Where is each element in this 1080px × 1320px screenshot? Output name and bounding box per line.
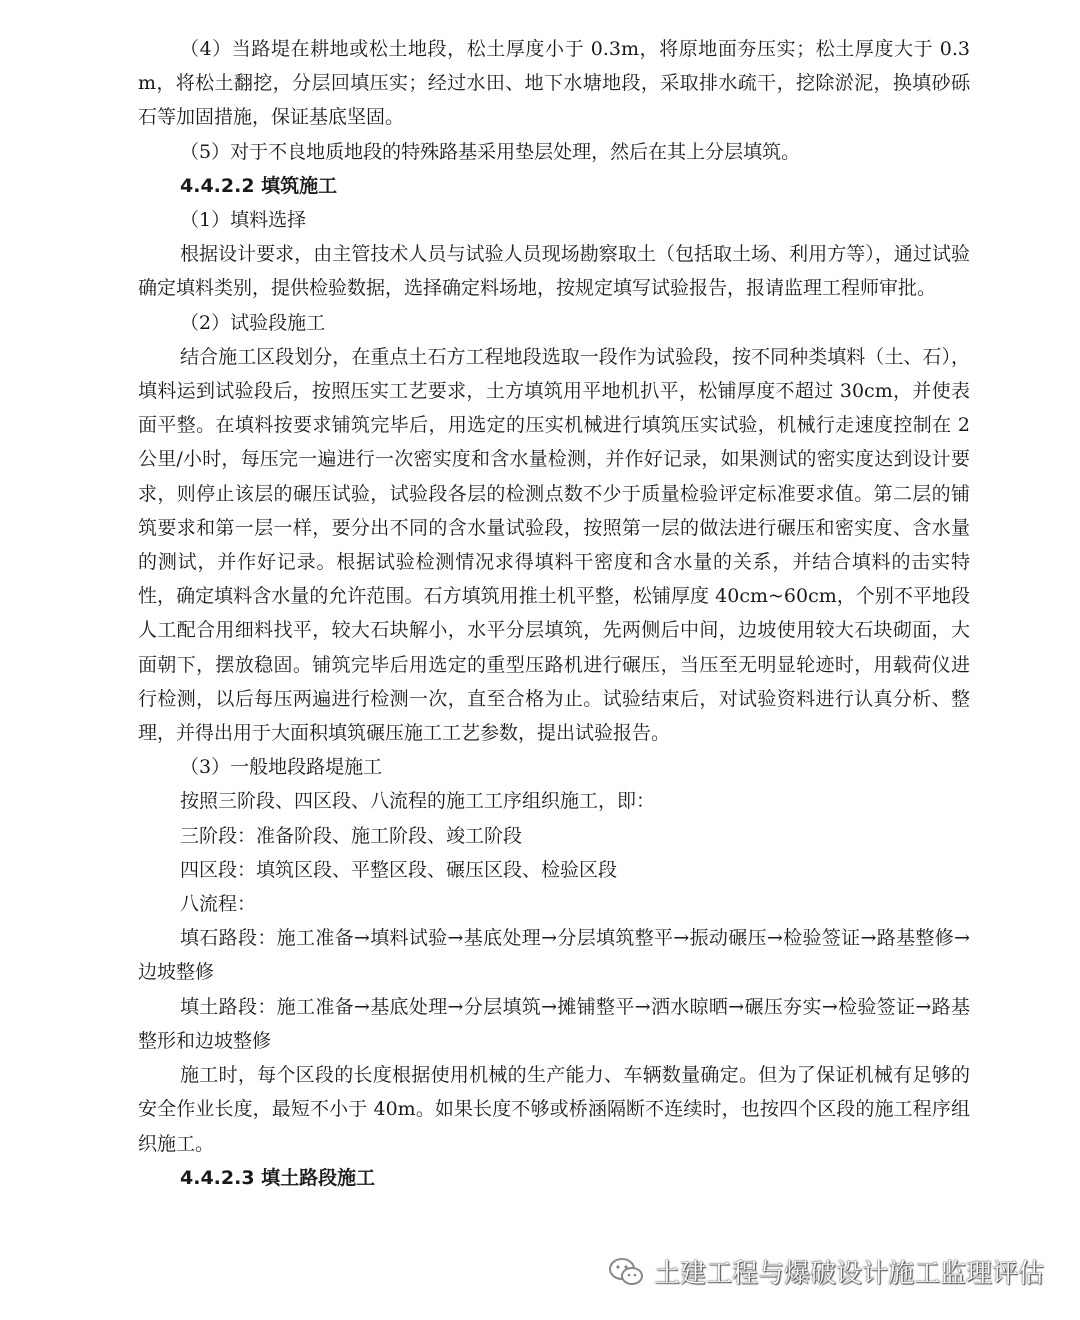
paragraph-process-intro: 按照三阶段、四区段、八流程的施工工序组织施工，即： bbox=[180, 790, 656, 813]
wechat-icon bbox=[608, 1256, 644, 1288]
paragraph-5-bad-geology: （5）对于不良地质地段的特殊路基采用垫层处理，然后在其上分层填筑。 bbox=[180, 140, 801, 163]
watermark-text: 土建工程与爆破设计施工监理评估 bbox=[653, 1259, 1044, 1289]
paragraph-three-stages: 三阶段：准备阶段、施工阶段、竣工阶段 bbox=[180, 824, 523, 847]
paragraph-section-length: 施工时，每个区段的长度根据使用机械的生产能力、车辆数量确定。但为了保证机械有足够的安全作业长度，最短不小于 40m。如果长度不够或桥涵隔断不连续时，也按四个区段的施工程序组织施工。 bbox=[138, 1064, 970, 1155]
section-heading-4423: 4.4.2.3 填土路段施工 bbox=[180, 1166, 376, 1189]
paragraph-4-loose-soil: （4）当路堤在耕地或松土地段，松土厚度小于 0.3m，将原地面夯压实；松土厚度大于 0.3m，将松土翻挖，分层回填压实；经过水田、地下水塘地段，采取排水疏干，挖除淤泥，换填砂砾石等加固措施，保证基底坚固。 bbox=[138, 38, 970, 129]
subheading-test-section: （2）试验段施工 bbox=[180, 311, 326, 334]
paragraph-soil-fill-flow: 填土路段：施工准备→基底处理→分层填筑→摊铺整平→洒水晾晒→碾压夯实→检验签证→路基整形和边坡整修 bbox=[138, 995, 970, 1052]
paragraph-rock-fill-flow: 填石路段：施工准备→填料试验→基底处理→分层填筑整平→振动碾压→检验签证→路基整修→边坡整修 bbox=[138, 927, 970, 984]
paragraph-four-sections: 四区段：填筑区段、平整区段、碾压区段、检验区段 bbox=[180, 858, 618, 881]
paragraph-fill-selection: 根据设计要求，由主管技术人员与试验人员现场勘察取土（包括取土场、利用方等），通过试验确定填料类别，提供检验数据，选择确定料场地，按规定填写试验报告，报请监理工程师审批。 bbox=[138, 243, 970, 300]
subheading-fill-material: （1）填料选择 bbox=[180, 209, 307, 232]
subheading-general-embankment: （3）一般地段路堤施工 bbox=[180, 756, 383, 779]
paragraph-eight-flows: 八流程： bbox=[180, 893, 257, 916]
paragraph-test-section: 结合施工区段划分，在重点土石方工程地段选取一段作为试验段，按不同种类填料（土、石），填料运到试验段后，按照压实工艺要求，土方填筑用平地机扒平，松铺厚度不超过 30cm，并使表面平整。在填料按要求铺筑完毕后，用选定的压实机械进行填筑压实试验，机械行走速度控制在 2 公里/小时，每压完一遍进行一次密实度和含水量检测，并作好记录，如果测试的密实度达到设计要求，则停止该层的碾压试验，试验段各层的检测点数不少于质量检验评定标准要求值。第二层的铺筑要求和第一层一样，要分出不同的含水量试验段，按照第一层的做法进行碾压和密实度、含水量的测试，并作好记录。根据试验检测情况求得填料干密度和含水量的关系，并结合填料的击实特性，确定填料含水量的允许范围。石方填筑用推土机平整，松铺厚度 40cm~60cm，个别不平地段人工配合用细料找平，较大石块解小，水平分层填筑，先两侧后中间，边坡使用较大石块砌面，大面朝下，摆放稳固。铺筑完毕后用选定的重型压路机进行碾压，当压至无明显轮迹时，用载荷仪进行检测，以后每压两遍进行检测一次，直至合格为止。试验结束后，对试验资料进行认真分析、整理，并得出用于大面积填筑碾压施工工艺参数，提出试验报告。 bbox=[138, 345, 970, 745]
section-heading-4422: 4.4.2.2 填筑施工 bbox=[180, 174, 338, 197]
document-body bbox=[138, 32, 970, 1195]
watermark bbox=[608, 1253, 1044, 1290]
